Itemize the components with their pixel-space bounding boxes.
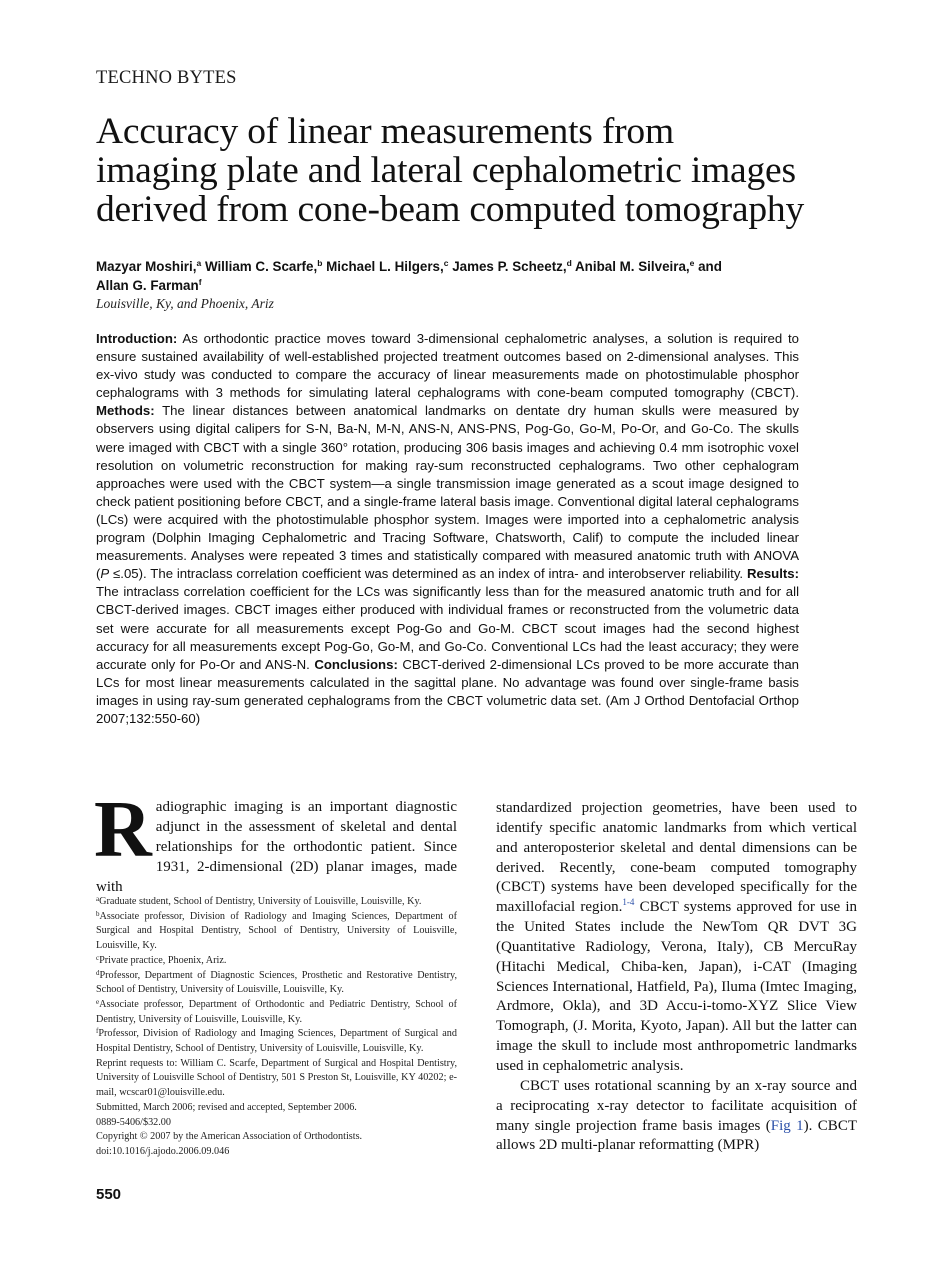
affiliation-marker: a (196, 258, 202, 268)
p-value-symbol: P (100, 566, 110, 582)
footnote: $^e$Associate professor, Department of Orthodontic and Pediatric Dentistry, School of Dentistry, University of Louisville, Louisville, Ky. (96, 997, 457, 1025)
author-location: Louisville, Ky, and Phoenix, Ariz (96, 296, 274, 311)
author: James P. Scheetz,$^d$ (452, 258, 572, 274)
page-number: 550 (96, 1186, 122, 1203)
footnote: $^a$Graduate student, School of Dentistry, University of Louisville, Louisville, Ky. (96, 895, 422, 907)
footnote: $^c$Private practice, Phoenix, Ariz. (96, 953, 227, 966)
drop-cap: R (94, 786, 152, 874)
section-label: TECHNO BYTES (96, 68, 237, 88)
body-left-column (94, 786, 457, 897)
copyright: Copyright © 2007 by the American Association of Orthodontists. (96, 1131, 363, 1143)
author: Mazyar Moshiri,$^a$ (96, 258, 202, 274)
title-line: imaging plate and lateral cephalometric images (96, 150, 796, 191)
submission-dates: Submitted, March 2006; revised and accepted, September 2006. (96, 1101, 357, 1113)
abstract-methods: The linear distances between anatomical landmarks on dentate dry human skulls were measured by observers using digital calipers for S-N, Ba-N, M-N, ANS-N, ANS-PNS, Pog-Go, Go-M, Po-Or, and Go-Co. The skulls were imaged with CBCT with a single 360° rotation, producing 306 basis images and achieving 0.4 mm isotrophic voxel resolution on volumetric reconstruction for making ray-sum reconstructed cephalograms. Two other cephalogram approaches were used with the CBCT system—a single transmission image generated as a scout image designed to check patient positioning before CBCT, and a single-frame lateral basis image. Conventional digital lateral cephalograms (LCs) were acquired with the photostimulable phosphor system. Images were imported into a cephalometric analysis program (Dolphin Imaging Cephalometric and Tracing Software, Chatsworth, Calif) to compute the included linear measurements. Analyses were repeated 3 times and statistically compared with measured anatomic truth with ANOVA ( (96, 403, 799, 582)
body-paragraph: standardized projection geometries, have been used to identify specific anatomic landmarks from which vertical and anteroposterior skeletal and dental dimensions can be derived. Recently, cone-beam computed tomography (CBCT) systems have been developed specifically for the maxillofacial region.$^{1-4}$ CBCT systems approved for use in the United States include the NewTom QR DVT 3G (Quantitative Radiology, Verona, Italy), CB MercuRay (Hitachi Medical, Chiba-ken, Japan), i-CAT (Imaging Sciences International, Hatfield, Pa), Iluma (Imtec Imaging, Ardmore, Okla), and 3D Accu-i-tomo-XYZ Slice View Tomograph, (J. Morita, Kyoto, Japan). All but the latter can image the skull to include most anthropometric landmarks used in cephalometric analysis. (496, 800, 857, 1074)
doi: doi:10.1016/j.ajodo.2006.09.046 (96, 1145, 230, 1157)
abstract-introduction-label: Introduction: (96, 331, 178, 346)
footnote: $^b$Associate professor, Division of Radiology and Imaging Sciences, Department of Surgical and Hospital Dentistry, School of Dentistry, University of Louisville, Louisville, Ky. (96, 909, 457, 952)
abstract-results: The intraclass correlation coefficient for the LCs was significantly less than for the measured anatomic truth and for all CBCT-derived images. CBCT images either produced with individual frames or reconstructed from the volumetric data set were accurate for all measurements except Pog-Go and Go-M. CBCT scout images had the second highest accuracy for all measurements except Pog-Go, Go-M, and Go-Co. Conventional LCs had the least accuracy; they were accurate only for Po-Or and ANS-N. (96, 584, 799, 672)
affiliation-marker: e (689, 258, 695, 268)
abstract-conclusions: CBCT-derived 2-dimensional LCs proved to be more accurate than LCs for most linear measurements calculated in the sagittal plane. No advantage was found over single-frame basis images in using ray-sum generated cephalograms from the CBCT volumetric data set. (Am J Orthod Dentofacial Orthop 2007;132:550-60) (96, 656, 799, 726)
title-line: Accuracy of linear measurements from (96, 111, 674, 152)
issn-price: 0889-5406/$32.00 (96, 1116, 171, 1128)
reprint-requests: Reprint requests to: William C. Scarfe, Department of Surgical and Hospital Dentistry, University of Louisville School of Dentistry, 501 S Preston St, Louisville, KY 40202; e-mail, wcscar01@louisville.edu. (96, 1057, 457, 1099)
body-right-column (496, 799, 857, 1156)
author: Anibal M. Silveira,$^e$ (575, 258, 695, 274)
abstract-methods-label: Methods: (96, 403, 155, 419)
affiliation-marker: f (198, 277, 202, 287)
author: William C. Scarfe,$^b$ (204, 258, 323, 274)
author: Michael L. Hilgers,$^c$ (326, 258, 449, 274)
author-conjunction: and (698, 259, 722, 274)
title-line: derived from cone-beam computed tomography (96, 189, 805, 230)
abstract-results-label: Results: (746, 566, 799, 582)
affiliation-marker: b (317, 258, 323, 268)
citation-link[interactable]: 1-4 (622, 897, 635, 908)
author: Allan G. Farman$^f$ (96, 277, 202, 293)
body-paragraph: adiographic imaging is an important diagnostic adjunct in the assessment of skeletal and dental relationships for the orthodontic patient. Since 1931, 2-dimensional (2D) planar images, made with (96, 799, 457, 895)
abstract-conclusions-label: Conclusions: (314, 656, 398, 672)
footnote: $^d$Professor, Department of Diagnostic Sciences, Prosthetic and Restorative Dentistry, School of Dentistry, University of Louisville, Louisville, Ky. (96, 968, 457, 996)
article-title (96, 112, 866, 229)
abstract-methods-end: ≤.05). The intraclass correlation coefficient was determined as an index of intra- and interobserver reliability. (109, 566, 744, 582)
footnotes (96, 895, 457, 1160)
affiliation-marker: d (566, 258, 572, 268)
figure-link[interactable]: Fig 1 (770, 1117, 804, 1134)
affiliation-marker: c (443, 258, 449, 268)
author-list (96, 257, 816, 295)
abstract-introduction: As orthodontic practice moves toward 3-dimensional cephalometric analyses, a solution is required to ensure sustained availability of well-established projected treatment outcomes based on 2-dimensional analyses. This ex-vivo study was conducted to compare the accuracy of linear measurements made on photostimulable phosphor cephalograms with 3 methods for simulating lateral cephalograms with cone-beam computed tomography (CBCT). (96, 331, 799, 401)
footnote: $^f$Professor, Division of Radiology and Imaging Sciences, Department of Surgical and Hospital Dentistry, School of Dentistry, University of Louisville, Louisville, Ky. (96, 1027, 457, 1055)
abstract (96, 330, 799, 728)
body-paragraph: CBCT uses rotational scanning by an x-ray source and a reciprocating x-ray detector to facilitate acquisition of many single projection frame basis images (Fig 1). CBCT allows 2D multi-planar reformatting (MPR) (496, 1077, 857, 1154)
